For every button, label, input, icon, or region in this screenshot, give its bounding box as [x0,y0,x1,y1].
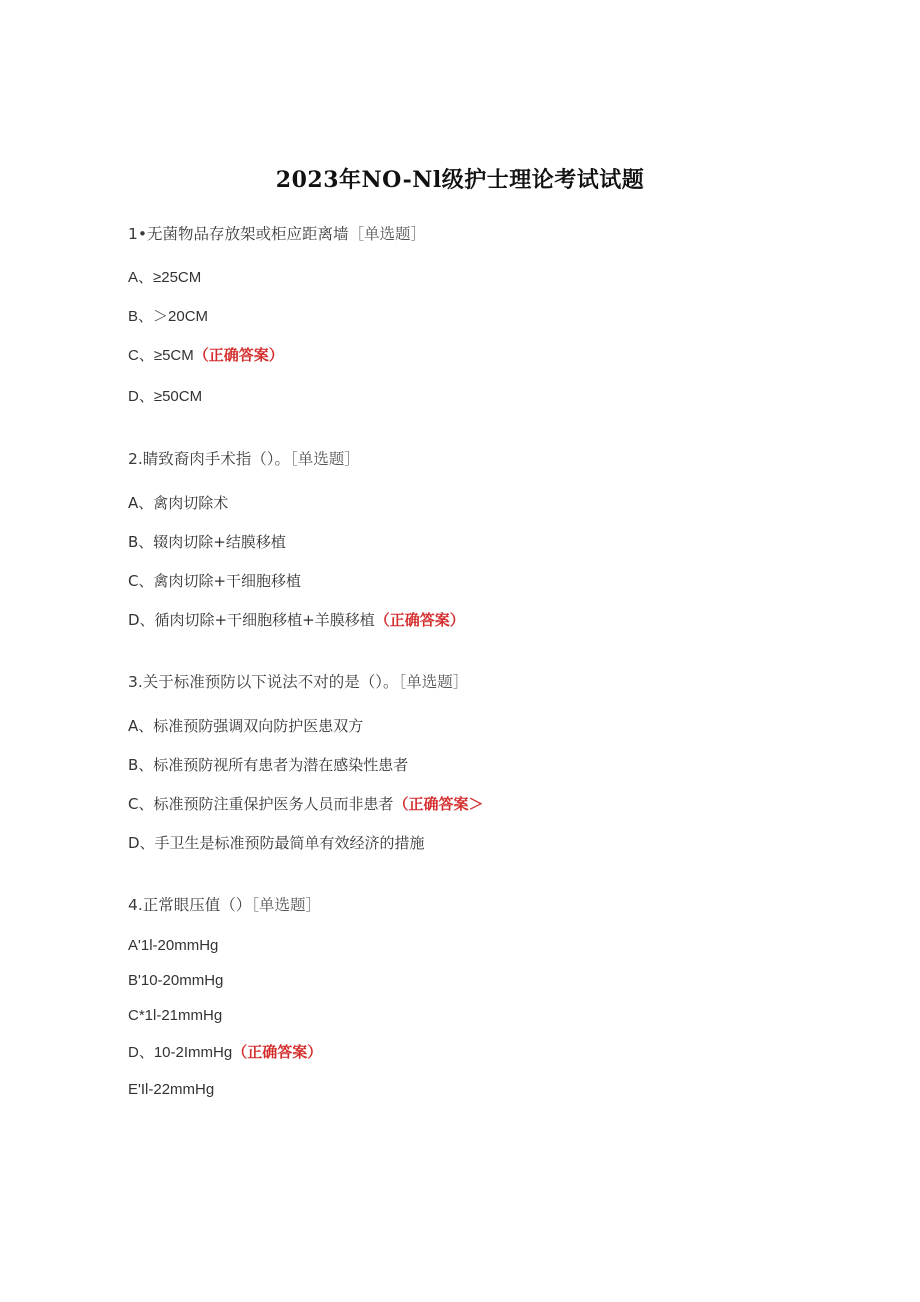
question-3-option-c [128,794,484,814]
option-text: C、标准预防注重保护医务人员而非患者 [128,795,394,813]
question-4-option-c [128,1006,222,1026]
option-text: B'10-20mmHg [128,972,224,989]
question-4-option-d [128,1043,322,1063]
question-1-stem [128,224,426,244]
option-text: C、≥5CM [128,347,194,364]
question-3-option-d [128,833,425,853]
correct-answer-label: （正确答案） [374,611,465,629]
question-2-option-d [128,610,465,630]
option-text: D、≥50CM [128,388,203,405]
question-type-tag: ［单选题］ [290,450,360,468]
question-4-option-a [128,936,218,956]
question-1-option-c [128,346,284,366]
option-text: C*1l-21mmHg [128,1007,223,1024]
question-3-option-b [128,755,408,775]
question-text: 1•无菌物品存放架或柜应距离墙 [128,225,349,243]
question-1-option-d [128,387,202,407]
correct-answer-label: （正确答案） [193,347,284,364]
question-type-tag: ［单选题］ [348,225,427,243]
question-text: 2.睛致裔肉手术指（）。 [128,450,291,468]
question-4-option-e [128,1080,214,1100]
question-4-stem [128,895,321,915]
option-text: A、禽肉切除术 [128,494,229,512]
page-title: 2023年NO-Nl级护士理论考试试题 [275,167,645,193]
option-text: B、标准预防视所有患者为潜在感染性患者 [128,756,409,774]
question-1-option-a [128,268,201,288]
correct-answer-label: （正确答案） [232,1044,323,1061]
option-text: C、禽肉切除+干细胞移植 [128,572,302,590]
question-2-option-b [128,532,286,552]
question-text: 3.关于标准预防以下说法不对的是（）。 [128,673,399,691]
question-2-stem [128,449,360,469]
question-text: 4.正常眼压值（） [128,896,252,914]
option-text: B、＞20CM [128,308,209,325]
option-text: A'1l-20mmHg [128,937,219,954]
option-text: A、≥25CM [128,269,202,286]
option-text: E'Il-22mmHg [128,1081,215,1098]
option-text: D、循肉切除+干细胞移植+羊膜移植 [128,611,375,629]
correct-answer-label: （正确答案＞ [393,795,484,813]
question-3-stem [128,672,468,692]
question-4-option-b [128,971,223,991]
question-1-option-b [128,307,208,327]
question-3-option-a [128,716,363,736]
option-text: B、辍肉切除+结膜移植 [128,533,286,551]
question-2-option-a [128,493,228,513]
option-text: D、手卫生是标准预防最简单有效经济的措施 [128,834,425,852]
question-type-tag: ［单选题］ [251,896,322,914]
question-type-tag: ［单选题］ [398,673,469,691]
option-text: D、10-2ImmHg [128,1044,233,1061]
option-text: A、标准预防强调双向防护医患双方 [128,717,364,735]
question-2-option-c [128,571,301,591]
